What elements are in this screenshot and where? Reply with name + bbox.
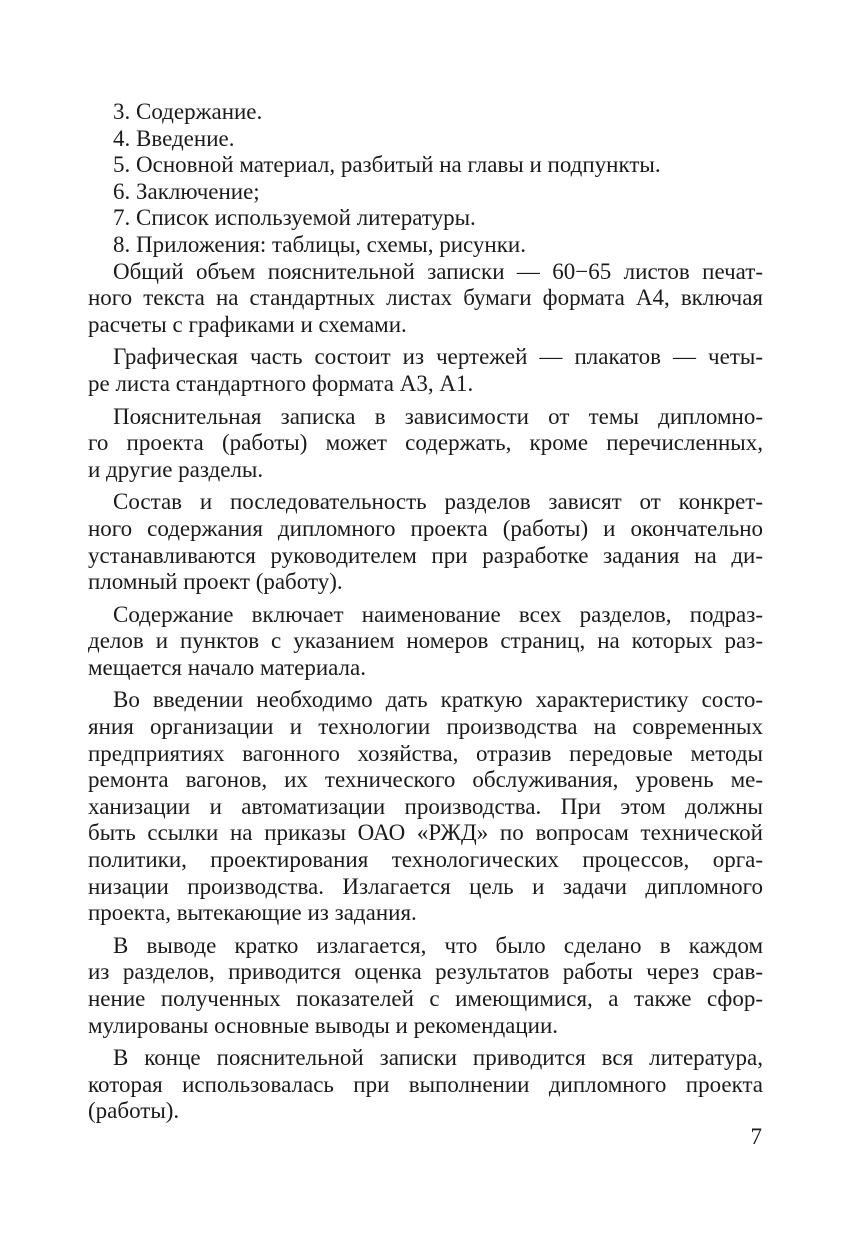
text-line: (работы). bbox=[88, 1098, 180, 1124]
paragraphs bbox=[88, 259, 763, 1125]
paragraph bbox=[88, 687, 763, 926]
paragraph bbox=[88, 344, 763, 397]
text-line: из разделов, приводится оценка результатов работы через срав- bbox=[88, 959, 763, 985]
text-line: проекта, вытекающие из задания. bbox=[88, 900, 417, 926]
text-line: го проекта (работы) может содержать, кроме перечисленных, bbox=[88, 430, 763, 456]
text-line: политики, проектирования технологических процессов, орга- bbox=[88, 847, 763, 873]
paragraph bbox=[88, 1045, 763, 1125]
text-line: быть ссылки на приказы ОАО «РЖД» по вопросам технической bbox=[88, 820, 763, 846]
text-line: которая использовалась при выполнении дипломного проекта bbox=[88, 1071, 763, 1097]
text-line: и другие разделы. bbox=[88, 456, 264, 482]
text-line: устанавливаются руководителем при разработке задания на ди- bbox=[88, 542, 763, 568]
text-line: низации производства. Излагается цель и задачи дипломного bbox=[88, 873, 763, 899]
paragraph bbox=[88, 259, 763, 339]
text-line: ре листа стандартного формата А3, А1. bbox=[88, 370, 474, 396]
text-line: мулированы основные выводы и рекомендации. bbox=[88, 1012, 559, 1038]
text-line: пломный проект (работу). bbox=[88, 569, 343, 595]
text-line: Графическая часть состоит из чертежей — плакатов — четы- bbox=[113, 344, 763, 370]
text-line: нение полученных показателей с имеющимися, а также сфор- bbox=[88, 986, 763, 1011]
text-line: ного содержания дипломного проекта (работы) и окончательно bbox=[88, 515, 763, 541]
text-line: В конце пояснительной записки приводится вся литература, bbox=[113, 1045, 763, 1071]
list-item: 8. Приложения: таблицы, схемы, рисунки. bbox=[113, 231, 526, 257]
list-item: 7. Список используемой литературы. bbox=[113, 205, 476, 231]
list-item: 5. Основной материал, разбитый на главы и подпункты. bbox=[113, 152, 661, 178]
text-line: ремонта вагонов, их технического обслуживания, уровень ме- bbox=[88, 767, 763, 793]
text-line: Состав и последовательность разделов зависят от конкрет- bbox=[113, 489, 763, 515]
paragraph bbox=[88, 933, 763, 1039]
paragraph bbox=[88, 489, 763, 595]
paragraph bbox=[88, 602, 763, 682]
text-line: ного текста на стандартных листах бумаги формата А4, включая bbox=[88, 285, 763, 311]
list-item: 3. Содержание. bbox=[113, 99, 263, 124]
text-line: яния организации и технологии производства на современных bbox=[88, 714, 763, 740]
structure-list bbox=[88, 99, 763, 259]
text-line: Пояснительная записка в зависимости от темы дипломно- bbox=[113, 403, 763, 429]
text-line: предприятиях вагонного хозяйства, отразив передовые методы bbox=[88, 740, 763, 766]
paragraph bbox=[88, 404, 763, 484]
text-line: расчеты с графиками и схемами. bbox=[88, 311, 407, 337]
text-line: ханизации и автоматизации производства. При этом должны bbox=[88, 793, 763, 819]
text-line: Общий объем пояснительной записки — 60−65 листов печат- bbox=[113, 258, 763, 284]
text-line: Содержание включает наименование всех разделов, подраз- bbox=[113, 601, 763, 627]
text-line: Во введении необходимо дать краткую характеристику состо- bbox=[113, 687, 763, 713]
list-item: 6. Заключение; bbox=[113, 178, 260, 204]
text-line: мещается начало материала. bbox=[88, 654, 366, 680]
text-line: В выводе кратко излагается, что было сделано в каждом bbox=[113, 932, 763, 958]
page-number: 7 bbox=[750, 1124, 762, 1149]
page-body bbox=[88, 99, 763, 1125]
text-line: делов и пунктов с указанием номеров страниц, на которых раз- bbox=[88, 628, 763, 654]
list-item: 4. Введение. bbox=[113, 125, 235, 151]
